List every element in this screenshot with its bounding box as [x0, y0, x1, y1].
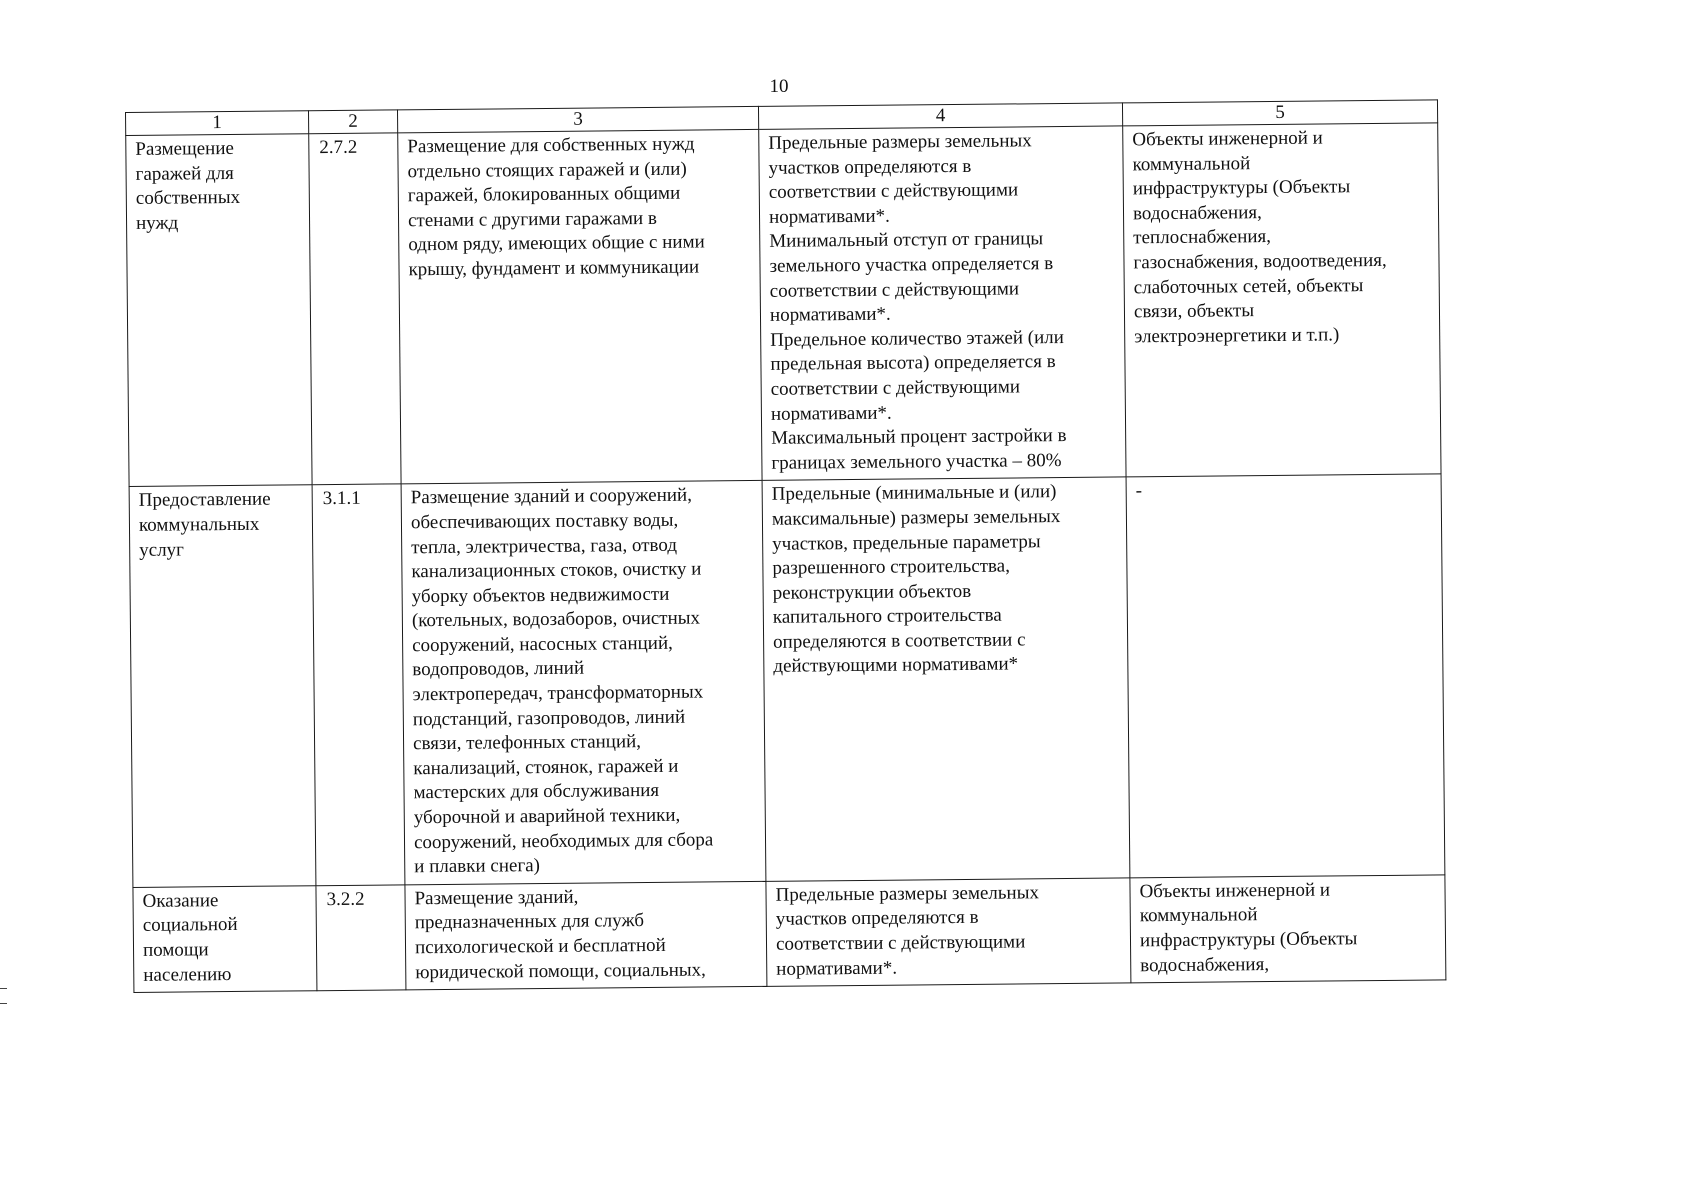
objects-cell: Объекты инженерной и коммунальной инфраструктуры (Объекты водоснабжения, теплоснабжения, газоснабжения, водоотведения, слаботочных сетей, объекты связи, объекты электроэнергетики и т.п.) — [1123, 123, 1441, 477]
table-row — [133, 875, 1446, 993]
table-row — [129, 474, 1445, 887]
use-description-cell: Размещение зданий и сооружений, обеспечивающих поставку воды, тепла, электричества, газа, отвод канализационных стоков, очистку и уборку объектов недвижимости (котельных, водозаборов, очистных сооружений, насосных станций, водопроводов, линий электропередач, трансформаторных подстанций, газопроводов, линий связи, телефонных станций, канализаций, стоянок, гаражей и мастерских для обслуживания уборочной и аварийной техники, сооружений, необходимых для сбора и плавки снега) — [401, 481, 766, 885]
use-name-cell: Предоставление коммунальных услуг — [129, 485, 316, 887]
parameters-cell: Предельные (минимальные и (или) максимальные) размеры земельных участков, предельные параметры разрешенного строительства, реконструкции объектов капитального строительства определяются в соответствии с действующими нормативами* — [762, 477, 1130, 881]
parameters-cell: Предельные размеры земельных участков определяются в соответствии с действующими нормативами*. Минимальный отступ от границы земельного участка определяется в соответствии с действующими нормативами*. Предельное количество этажей (или предельная высота) определяется в соответствии с действующими нормативами*. Максимальный процент застройки в границах земельного участка – 80% — [759, 126, 1126, 481]
column-header-5: 5 — [1122, 100, 1437, 126]
column-header-3: 3 — [397, 106, 758, 132]
objects-cell: - — [1126, 474, 1445, 878]
column-header-4: 4 — [758, 103, 1122, 129]
column-header-2: 2 — [308, 110, 397, 134]
use-name-cell: Размещение гаражей для собственных нужд — [126, 134, 312, 487]
page-number: 10 — [769, 76, 789, 97]
use-name-cell: Оказание социальной помощи населению — [133, 886, 317, 993]
parameters-cell: Предельные размеры земельных участков определяются в соответствии с действующими нормативами*. — [766, 878, 1131, 987]
objects-cell: Объекты инженерной и коммунальной инфраструктуры (Объекты водоснабжения, — [1130, 875, 1446, 983]
use-code-cell: 3.2.2 — [316, 885, 406, 991]
use-description-cell: Размещение для собственных нужд отдельно стоящих гаражей и (или) гаражей, блокированных общими стенами с другими гаражами в одном ряду, имеющих общие с ними крышу, фундамент и коммуникации — [398, 129, 762, 484]
use-description-cell: Размещение зданий, предназначенных для служб психологической и бесплатной юридической помощи, социальных, — [405, 881, 767, 990]
table-row — [126, 123, 1441, 487]
use-code-cell: 2.7.2 — [309, 133, 401, 485]
column-header-1: 1 — [126, 111, 309, 136]
scan-margin-mark — [0, 988, 7, 1004]
use-code-cell: 3.1.1 — [312, 484, 405, 885]
land-use-table — [125, 99, 1446, 993]
